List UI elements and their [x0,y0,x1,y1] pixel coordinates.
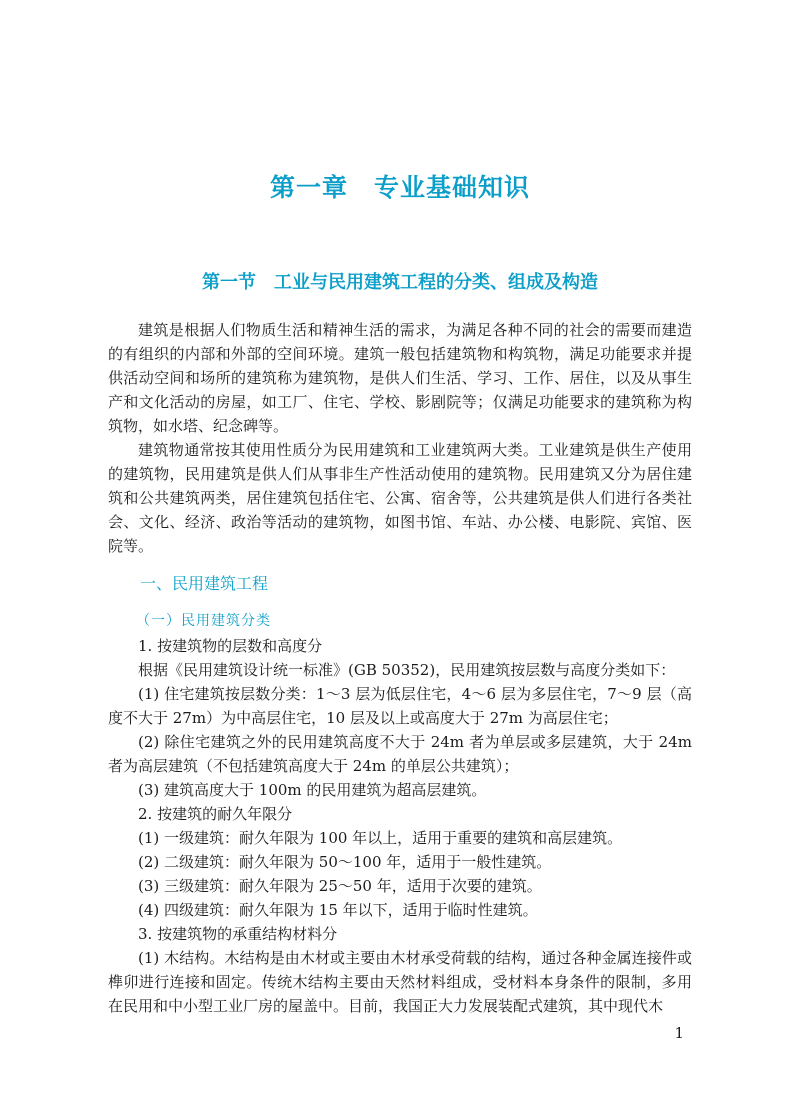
paragraph: (2) 二级建筑：耐久年限为 50～100 年，适用于一般性建筑。 [138,853,552,871]
paragraph: (3) 三级建筑：耐久年限为 25～50 年，适用于次要的建筑。 [138,877,542,895]
paragraph: 1. 按建筑物的层数和高度分 [138,637,323,655]
paragraph: 根据《民用建筑设计统一标准》(GB 50352)，民用建筑按层数与高度分类如下： [138,661,676,679]
paragraph: (1) 一级建筑：耐久年限为 100 年以上，适用于重要的建筑和高层建筑。 [138,829,623,847]
paragraph: (4) 四级建筑：耐久年限为 15 年以下，适用于临时性建筑。 [138,901,538,919]
paragraph: (2) 除住宅建筑之外的民用建筑高度不大于 24m 者为单层或多层建筑，大于 24m 者为高层建筑（不包括建筑高度大于 24m 的单层公共建筑）； [108,733,692,775]
paragraph: (1) 木结构。木结构是由木材或主要由木材承受荷载的结构，通过各种金属连接件或榫卯进行连接和固定。传统木结构主要由天然材料组成，受材料本身条件的限制，多用在民用和中小型工业厂房的屋盖中。目前，我国正大力发展装配式建筑，其中现代木 [108,949,692,1015]
chapter-title: 第一章 专业基础知识 [269,173,530,202]
paragraph: 3. 按建筑物的承重结构材料分 [138,925,338,943]
paragraph: (1) 住宅建筑按层数分类：1～3 层为低层住宅，4～6 层为多层住宅，7～9 层（高度不大于 27m）为中高层住宅，10 层及以上或高度大于 27m 为高层住宅； [108,685,692,727]
paragraph: 建筑物通常按其使用性质分为民用建筑和工业建筑两大类。工业建筑是供生产使用的建筑物，民用建筑是供人们从事非生产性活动使用的建筑物。民用建筑又分为居住建筑和公共建筑两类，居住建筑包括住宅、公寓、宿舍等，公共建筑是供人们进行各类社会、文化、经济、政治等活动的建筑物，如图书馆、车站、办公楼、电影院、宾馆、医院等。 [108,441,692,555]
body-text [108,318,692,1018]
paragraph: 建筑是根据人们物质生活和精神生活的需求，为满足各种不同的社会的需要而建造的有组织的内部和外部的空间环境。建筑一般包括建筑物和构筑物，满足功能要求并提供活动空间和场所的建筑称为建筑物，是供人们生活、学习、工作、居住，以及从事生产和文化活动的房屋，如工厂、住宅、学校、影剧院等；仅满足功能要求的建筑称为构筑物，如水塔、纪念碑等。 [108,321,692,435]
paragraph: 2. 按建筑的耐久年限分 [138,805,293,823]
section-title: 第一节 工业与民用建筑工程的分类、组成及构造 [202,272,598,293]
page-number: 1 [674,1024,684,1042]
paragraph: (3) 建筑高度大于 100m 的民用建筑为超高层建筑。 [138,781,487,799]
heading-civil-classification: （一）民用建筑分类 [136,613,271,629]
heading-civil-engineering: 一、民用建筑工程 [140,574,269,593]
